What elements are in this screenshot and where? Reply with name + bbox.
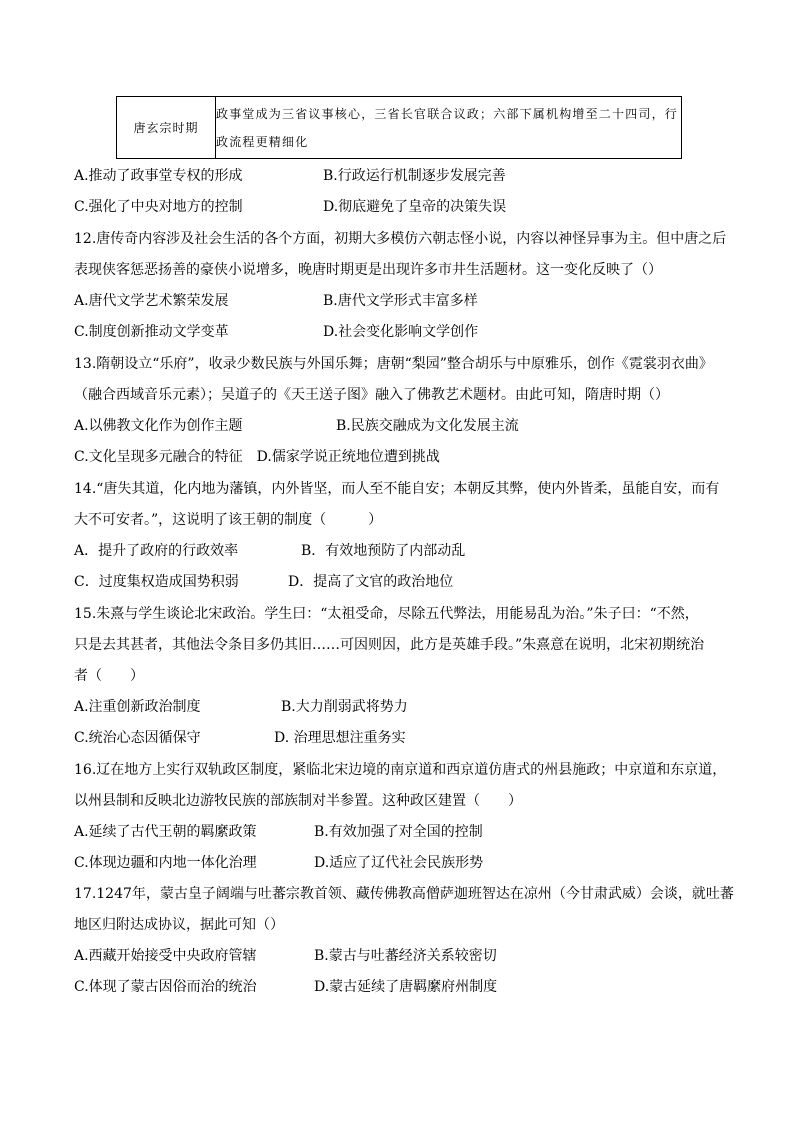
- q17-stem-line1: 17.1247年，蒙古皇子阔端与吐蕃宗教首领、藏传佛教高僧萨迦班智达在凉州（今甘肃武威）会谈，就吐蕃: [74, 886, 734, 902]
- q16-option-b: B.有效加强了对全国的控制: [314, 824, 483, 840]
- q11-option-b: B.行政运行机制逐步发展完善: [323, 168, 506, 184]
- q17-option-b: B.蒙古与吐蕃经济关系较密切: [314, 948, 497, 964]
- q13-stem-line1: 13.隋朝设立“乐府”，收录少数民族与外国乐舞；唐朝“梨园”整合胡乐与中原雅乐，创作《霓裳羽衣曲》: [74, 356, 713, 372]
- q16-option-d: D.适应了辽代社会民族形势: [314, 855, 484, 871]
- q16-option-a: A.延续了古代王朝的羁縻政策: [74, 824, 257, 840]
- period-cell: 唐玄宗时期: [117, 97, 216, 159]
- q15-option-c: C.统治心态因循保守: [74, 730, 201, 746]
- q12-option-a: A.唐代文学艺术繁荣发展: [74, 293, 229, 309]
- q15-option-a: A.注重创新政治制度: [74, 699, 201, 715]
- q11-option-c: C.强化了中央对地方的控制: [74, 199, 243, 215]
- info-table-grid: [116, 96, 682, 159]
- q15-option-d: D. 治理思想注重务实: [274, 730, 406, 746]
- q13-stem-line2: （融合西域音乐元素）；吴道子的《天王送子图》融入了佛教艺术题材。由此可知，隋唐时期（）: [74, 387, 669, 403]
- q14-option-a: A．提升了政府的行政效率: [74, 543, 239, 559]
- q13-option-b: B.民族交融成为文化发展主流: [336, 418, 519, 434]
- q17-option-d: D.蒙古延续了唐羁縻府州制度: [314, 979, 498, 995]
- q14-stem-line2: 大不可安者。”，这说明了该王朝的制度（ ）: [74, 512, 383, 528]
- q16-stem-line2: 以州县制和反映北边游牧民族的部族制对半参置。这种政区建置（ ）: [74, 793, 522, 809]
- q17-stem-line2: 地区归附达成协议，据此可知（）: [74, 917, 284, 933]
- q17-option-c: C.体现了蒙古因俗而治的统治: [74, 979, 257, 995]
- q12-option-c: C.制度创新推动文学变革: [74, 324, 229, 340]
- description-cell: 政事堂成为三省议事核心，三省长官联合议政；六部下属机构增至二十四司，行政流程更精细化: [216, 97, 682, 159]
- table-row: [117, 97, 682, 159]
- q11-option-a: A.推动了政事堂专权的形成: [74, 168, 243, 184]
- q16-stem-line1: 16.辽在地方上实行双轨政区制度，紧临北宋边境的南京道和西京道仿唐式的州县施政；中京道和东京道，: [74, 762, 727, 778]
- q15-stem-line3: 者（ ）: [74, 668, 144, 684]
- q14-stem-line1: 14.“唐失其道，化内地为藩镇，内外皆坚，而人至不能自安；本朝反其弊，使内外皆柔，虽能自安，而有: [74, 481, 720, 497]
- q13-option-cd: C.文化呈现多元融合的特征 D.儒家学说正统地位遭到挑战: [74, 449, 440, 465]
- q12-option-b: B.唐代文学形式丰富多样: [323, 293, 478, 309]
- q12-stem-line2: 表现侠客惩恶扬善的豪侠小说增多，晚唐时期更是出现许多市井生活题材。这一变化反映了（）: [74, 262, 662, 278]
- q15-stem-line1: 15.朱熹与学生谈论北宋政治。学生曰：“太祖受命，尽除五代弊法，用能易乱为治。”朱子曰：“不然，: [74, 606, 699, 622]
- q13-option-a: A.以佛教文化作为创作主题: [74, 418, 243, 434]
- q12-option-d: D.社会变化影响文学创作: [323, 324, 479, 340]
- q14-option-b: B．有效地预防了内部动乱: [301, 543, 466, 559]
- q12-stem-line1: 12.唐传奇内容涉及社会生活的各个方面，初期大多模仿六朝志怪小说，内容以神怪异事为主。但中唐之后: [74, 231, 727, 247]
- q11-option-d: D.彻底避免了皇帝的决策失误: [323, 199, 507, 215]
- q15-option-b: B.大力削弱武将势力: [281, 699, 408, 715]
- q14-option-c: C．过度集权造成国势积弱: [74, 574, 239, 590]
- q15-stem-line2: 只是去其甚者，其他法令条目多仍其旧……可因则因，此方是英雄手段。”朱熹意在说明，北宋初期统治: [74, 637, 705, 653]
- q16-option-c: C.体现边疆和内地一体化治理: [74, 855, 257, 871]
- info-table: [116, 96, 682, 159]
- q14-option-d: D．提高了文官的政治地位: [288, 574, 454, 590]
- q17-option-a: A.西藏开始接受中央政府管辖: [74, 948, 257, 964]
